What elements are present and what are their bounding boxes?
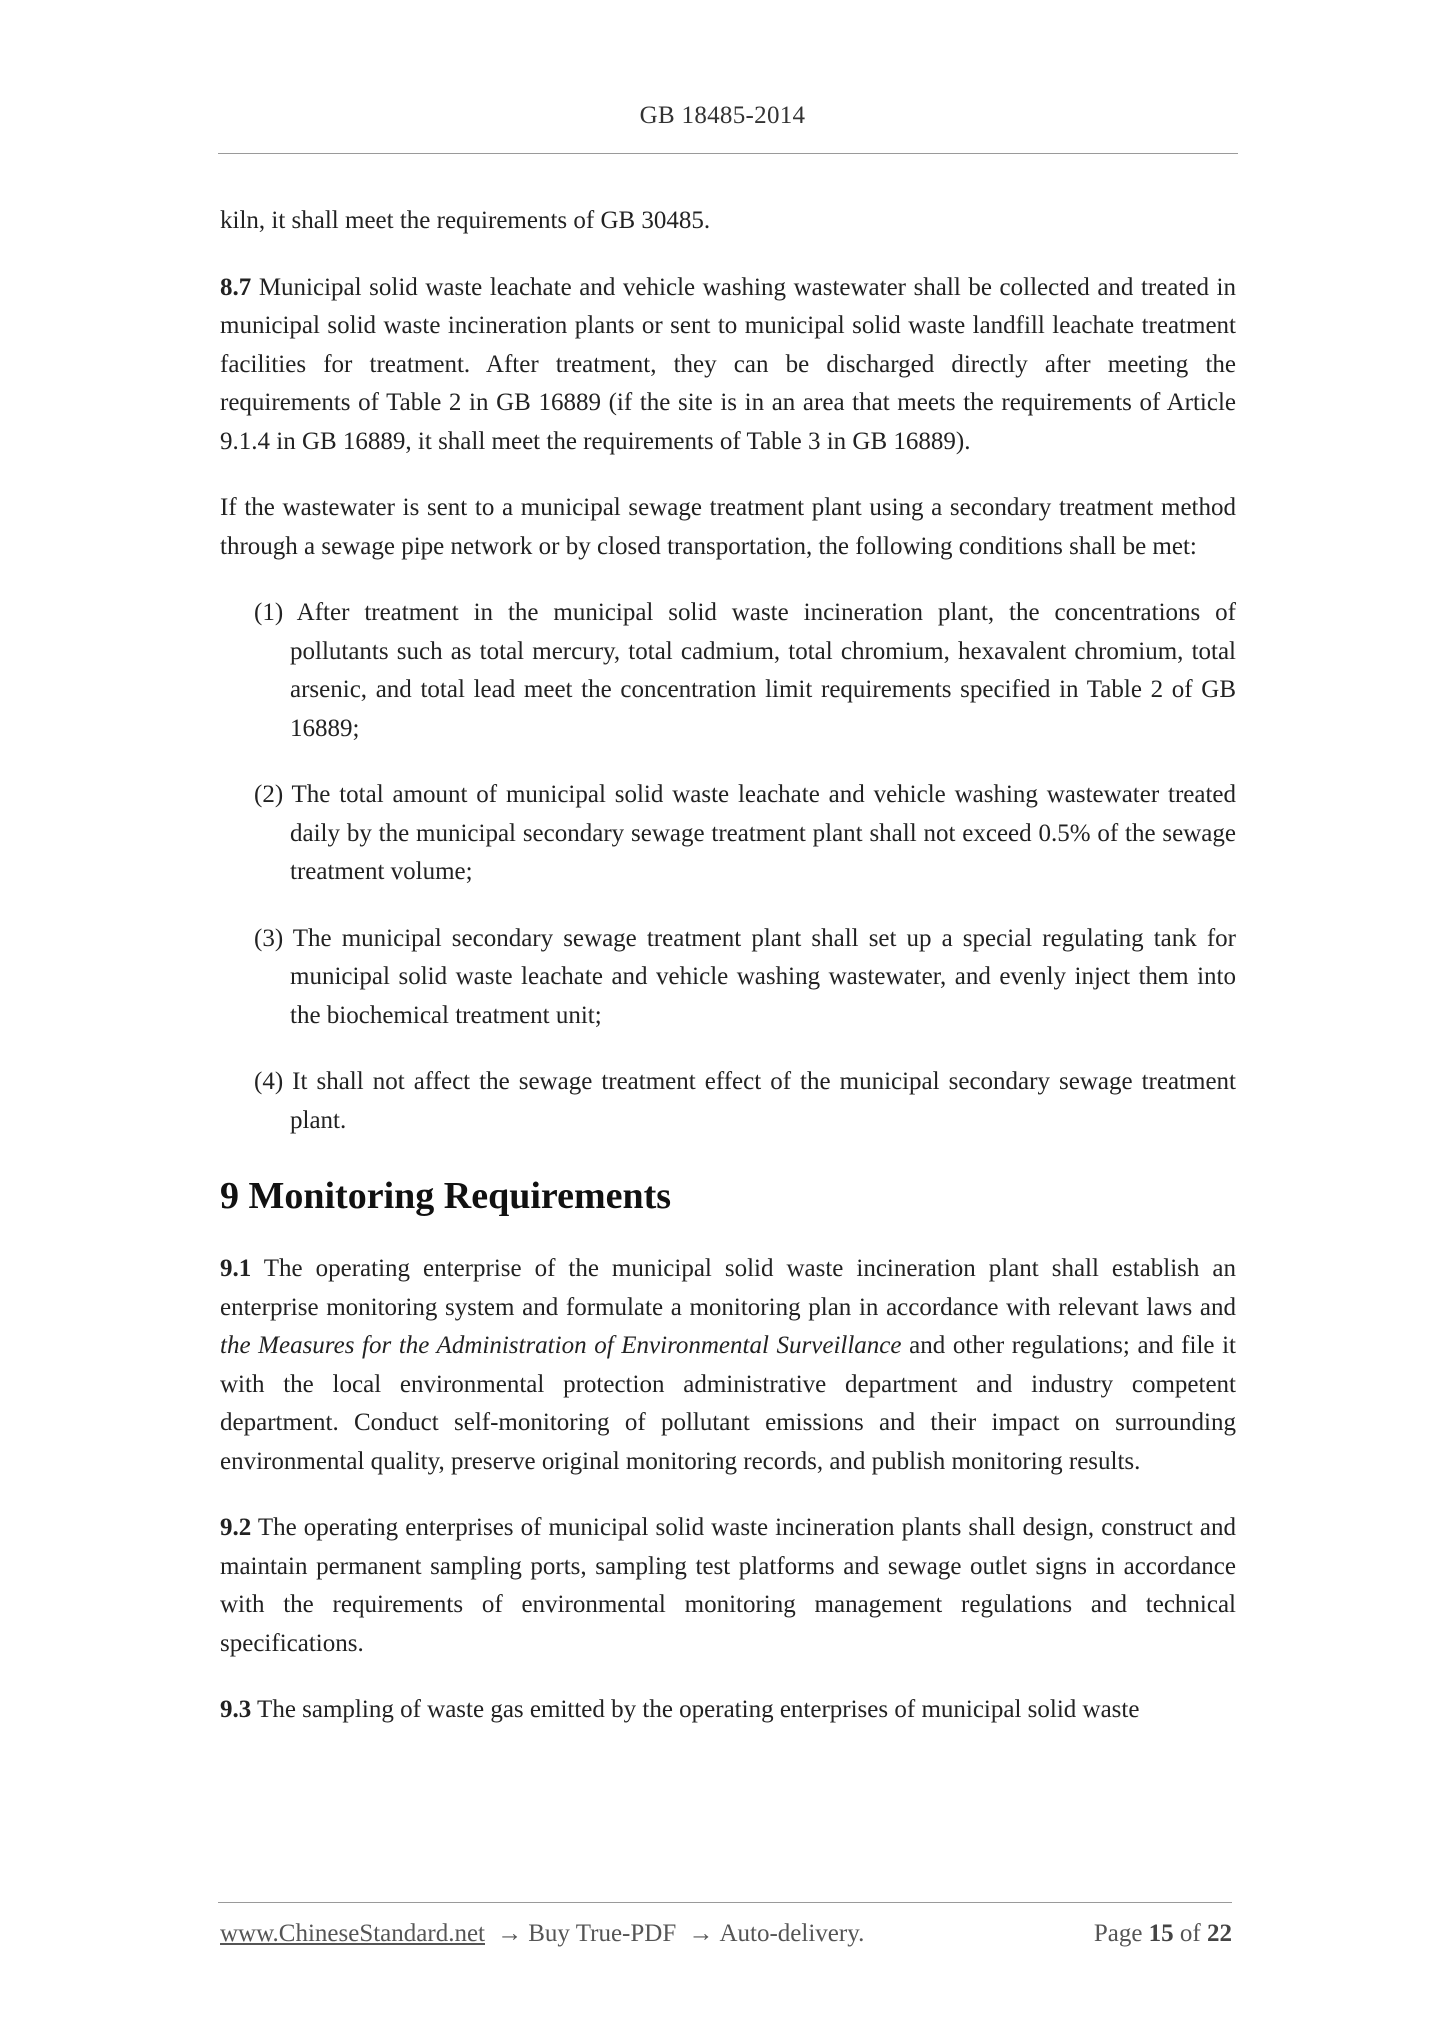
regulation-title: the Measures for the Administration of Environmental Surveillance — [220, 1332, 902, 1359]
list-item-2: (2) The total amount of municipal solid waste leachate and vehicle washing wastewater treated daily by the municipal secondary sewage treatment plant shall not exceed 0.5% of the sewage treatment volume; — [254, 781, 1236, 885]
paragraph-9-2 — [220, 1509, 1236, 1663]
paragraph-9-1 — [220, 1250, 1236, 1481]
page-label: Page — [1093, 1920, 1143, 1947]
clause-number: 8.7 — [220, 273, 252, 301]
clause-number: 9.2 — [220, 1514, 252, 1541]
list-item-1: (1) After treatment in the municipal solid waste incineration plant, the concentrations of pollutants such as total mercury, total cadmium, total chromium, hexavalent chromium, total arsenic, and total lead meet the concentration limit requirements specified in Table 2 of GB 16889; — [254, 599, 1236, 742]
clause-number: 9.3 — [220, 1696, 252, 1723]
clause-text: The sampling of waste gas emitted by the operating enterprises of municipal solid waste — [251, 1696, 1140, 1723]
page-content — [220, 202, 1236, 1758]
paragraph-8-7 — [220, 269, 1236, 462]
page-counter — [1094, 1920, 1232, 1948]
footer-divider — [218, 1902, 1232, 1903]
footer-promo — [220, 1920, 864, 1948]
list-item-3: (3) The municipal secondary sewage treatment plant shall set up a special regulating tank for municipal solid waste leachate and vehicle washing wastewater, and evenly inject them into the biochemical treatment unit; — [254, 924, 1236, 1029]
clause-text: The operating enterprises of municipal solid waste incineration plants shall design, construct and maintain permanent sampling ports, sampling test platforms and sewage outlet signs in accordance with the requirements of environmental monitoring management regulations and technical specifications. — [220, 1514, 1236, 1657]
section-heading: 9 Monitoring Requirements — [220, 1175, 672, 1217]
paragraph-continuation: kiln, it shall meet the requirements of GB 30485. — [220, 207, 711, 234]
list-item-4: (4) It shall not affect the sewage treatment effect of the municipal secondary sewage treatment plant. — [254, 1068, 1236, 1134]
paragraph-conditions-intro: If the wastewater is sent to a municipal sewage treatment plant using a secondary treatment method through a sewage pipe network or by closed transportation, the following conditions shall be met: — [220, 494, 1236, 560]
page-total: 22 — [1207, 1920, 1232, 1947]
delivery-text: Auto-delivery. — [719, 1920, 865, 1947]
clause-text: Municipal solid waste leachate and vehicle washing wastewater shall be collected and treated in municipal solid waste incineration plants or sent to municipal solid waste landfill leachate treatment facilities for treatment. After treatment, they can be discharged directly after meeting the requirements of Table 2 in GB 16889 (if the site is in an area that meets the requirements of Article 9.1.4 in GB 16889, it shall meet the requirements of Table 3 in GB 16889). — [220, 273, 1236, 455]
clause-text: The operating enterprise of the municipal solid waste incineration plant shall establish an enterprise monitoring system and formulate a monitoring plan in accordance with relevant laws and — [220, 1255, 1236, 1321]
website-link[interactable]: www.ChineseStandard.net — [220, 1920, 485, 1947]
arrow-right-icon: → — [497, 1920, 523, 1947]
arrow-right-icon: → — [688, 1920, 714, 1947]
header-divider — [218, 153, 1238, 154]
page-header: GB 18485-2014 — [639, 102, 806, 129]
of-label: of — [1179, 1920, 1201, 1947]
buy-text: Buy True-PDF — [528, 1920, 677, 1947]
clause-number: 9.1 — [220, 1255, 252, 1282]
page-number: 15 — [1148, 1920, 1174, 1947]
paragraph-9-3 — [220, 1691, 1236, 1730]
clause-text-continued: and other regulations; and file it with the local environmental protection administrative department and industry competent department. Conduct self-monitoring of pollutant emissions and their impact on surrounding environmental quality, preserve original monitoring records, and publish monitoring results. — [220, 1332, 1236, 1475]
